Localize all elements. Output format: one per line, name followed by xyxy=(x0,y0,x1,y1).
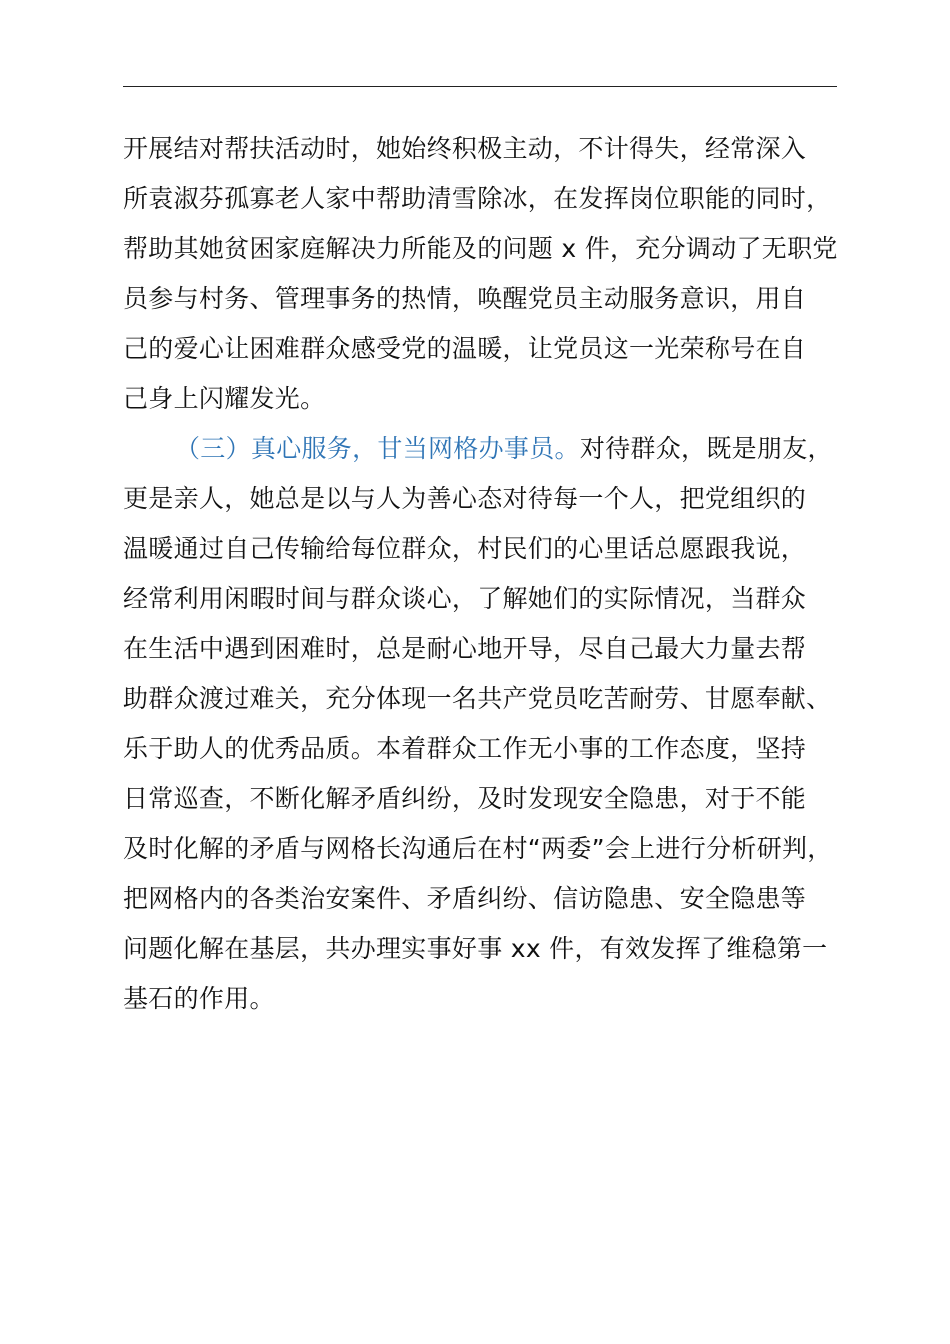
text-line: 更是亲人，她总是以与人为善心态对待每一个人，把党组织的 xyxy=(123,484,807,513)
text-span: 对待群众，既是朋友， xyxy=(579,434,833,463)
text-line: 在生活中遇到困难时，总是耐心地开导，尽自己最大力量去帮 xyxy=(123,634,807,663)
header-rule xyxy=(123,86,837,87)
text-line: 己身上闪耀发光。 xyxy=(123,384,326,413)
section-3-first-line xyxy=(175,431,833,467)
text-line: 经常利用闲暇时间与群众谈心，了解她们的实际情况，当群众 xyxy=(123,584,807,613)
text-line: 及时化解的矛盾与网格长沟通后在村“两委”会上进行分析研判， xyxy=(123,834,833,863)
text-line: 乐于助人的优秀品质。本着群众工作无小事的工作态度，坚持 xyxy=(123,734,807,763)
text-line: 温暖通过自己传输给每位群众，村民们的心里话总愿跟我说， xyxy=(123,534,807,563)
text-line: 日常巡查，不断化解矛盾纠纷，及时发现安全隐患，对于不能 xyxy=(123,784,807,813)
text-line: 所袁淑芬孤寡老人家中帮助清雪除冰，在发挥岗位职能的同时， xyxy=(123,184,832,213)
text-line: 开展结对帮扶活动时，她始终积极主动，不计得失，经常深入 xyxy=(123,134,807,163)
text-line: 帮助其她贫困家庭解决力所能及的问题 x 件，充分调动了无职党 xyxy=(123,234,838,263)
text-line: 助群众渡过难关，充分体现一名共产党员吃苦耐劳、甘愿奉献、 xyxy=(123,684,832,713)
section-heading: （三）真心服务，甘当网格办事员。 xyxy=(175,434,580,463)
text-line: 基石的作用。 xyxy=(123,984,275,1013)
text-line: 己的爱心让困难群众感受党的温暖，让党员这一光荣称号在自 xyxy=(123,334,807,363)
text-line: 员参与村务、管理事务的热情，唤醒党员主动服务意识，用自 xyxy=(123,284,807,313)
text-line: 把网格内的各类治安案件、矛盾纠纷、信访隐患、安全隐患等 xyxy=(123,884,807,913)
text-line: 问题化解在基层，共办理实事好事 xx 件，有效发挥了维稳第一 xyxy=(123,934,828,963)
